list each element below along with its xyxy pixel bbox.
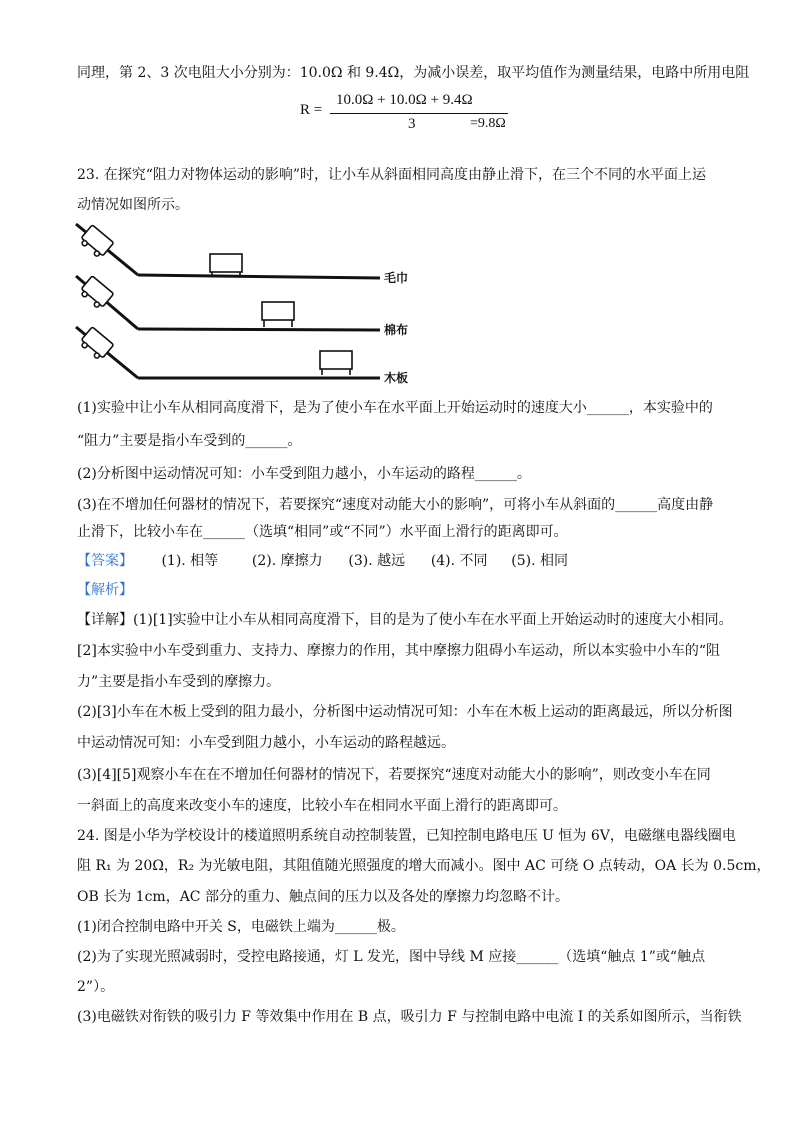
incline-experiment-figure xyxy=(72,218,432,386)
q24-part-1: (1)闭合控制电路中开关 S，电磁铁上端为______极。 xyxy=(77,919,405,935)
surface-label-cotton: 棉布 xyxy=(384,323,409,337)
detail-line-5: 中运动情况可知：小车受到阻力越小，小车运动的路程越远。 xyxy=(77,735,455,751)
q23-stem-1: 23. 在探究“阻力对物体运动的影响”时，让小车从斜面相同高度由静止滑下，在三个不同的水平面上运 xyxy=(77,167,707,183)
prev-line-1: 同理，第 2、3 次电阻大小分别为：10.0Ω 和 9.4Ω，为减小误差，取平均值作为测量结果，电路中所用电阻 xyxy=(77,65,750,81)
detail-line-3: 力”主要是指小车受到的摩擦力。 xyxy=(77,674,281,690)
q24-stem-1: 24. 图是小华为学校设计的楼道照明系统自动控制装置，已知控制电路电压 U 恒为 6V，电磁继电器线圈电 xyxy=(77,828,736,844)
detail-line-1: 【详解】(1)[1]实验中让小车从相同高度滑下，目的是为了使小车在水平面上开始运动时的速度大小相同。 xyxy=(77,612,733,628)
car-on-board xyxy=(320,351,352,375)
q24-stem-3: OB 长为 1cm，AC 部分的重力、触点间的压力以及各处的摩擦力均忽略不计。 xyxy=(77,889,569,905)
q23-part-3a: (3)在不增加任何器材的情况下，若要探究“速度对动能大小的影响”，可将小车从斜面的______高度由静 xyxy=(77,497,714,513)
q23-part-1b: “阻力”主要是指小车受到的______。 xyxy=(77,433,302,449)
detail-line-6: (3)[4][5]观察小车在在不增加任何器材的情况下，若要探究“速度对动能大小的影响”，则改变小车在同 xyxy=(77,767,711,783)
q23-stem-2: 动情况如图所示。 xyxy=(77,197,189,213)
detail-line-7: 一斜面上的高度来改变小车的速度，比较小车在相同水平面上滑行的距离即可。 xyxy=(77,798,567,814)
car-on-towel xyxy=(210,254,242,275)
answer-3: (3). 越远 xyxy=(348,553,406,569)
formula-lhs: R = xyxy=(300,102,323,118)
formula-denominator: 3 xyxy=(408,116,416,132)
answer-4: (4). 不同 xyxy=(430,553,488,569)
formula-result: =9.8Ω xyxy=(470,116,506,131)
answer-5: (5). 相同 xyxy=(511,553,568,569)
surface-label-board: 木板 xyxy=(384,371,409,385)
fraction-bar xyxy=(330,113,508,114)
answer-1: (1). 相等 xyxy=(161,553,219,569)
answer-row xyxy=(77,551,568,571)
q24-stem-2: 阻 R₁ 为 20Ω，R₂ 为光敏电阻，其阻值随光照强度的增大而减小。图中 AC 可绕 O 点转动，OA 长为 0.5cm， xyxy=(77,858,771,874)
surface-label-towel: 毛巾 xyxy=(384,271,409,285)
answer-label: 【答案】 xyxy=(77,553,133,569)
analysis-label: 【解析】 xyxy=(77,582,133,598)
car-on-cotton xyxy=(262,302,294,327)
q23-part-1a: (1)实验中让小车从相同高度滑下，是为了使小车在水平面上开始运动时的速度大小______，本实验中的 xyxy=(77,400,713,416)
resistance-formula xyxy=(300,92,560,142)
detail-line-2: [2]本实验中小车受到重力、支持力、摩擦力的作用，其中摩擦力阻碍小车运动，所以本实验中小车的“阻 xyxy=(77,643,720,659)
q23-part-3b: 止滑下，比较小车在______（选填“相同”或“不同”）水平面上滑行的距离即可。 xyxy=(77,524,568,540)
q23-part-2: (2)分析图中运动情况可知：小车受到阻力越小，小车运动的路程______。 xyxy=(77,466,531,482)
answer-2: (2). 摩擦力 xyxy=(251,553,323,569)
q24-part-2b: 2”）。 xyxy=(77,979,115,995)
formula-numerator: 10.0Ω + 10.0Ω + 9.4Ω xyxy=(336,92,473,108)
detail-line-4: (2)[3]小车在木板上受到的阻力最小，分析图中运动情况可知：小车在木板上运动的距离最远，所以分析图 xyxy=(77,704,733,720)
q24-part-3: (3)电磁铁对衔铁的吸引力 F 等效集中作用在 B 点，吸引力 F 与控制电路中电流 I 的关系如图所示，当衔铁 xyxy=(77,1009,742,1025)
q24-part-2a: (2)为了实现光照减弱时，受控电路接通，灯 L 发光，图中导线 M 应接______（选填“触点 1”或“触点 xyxy=(77,949,706,965)
